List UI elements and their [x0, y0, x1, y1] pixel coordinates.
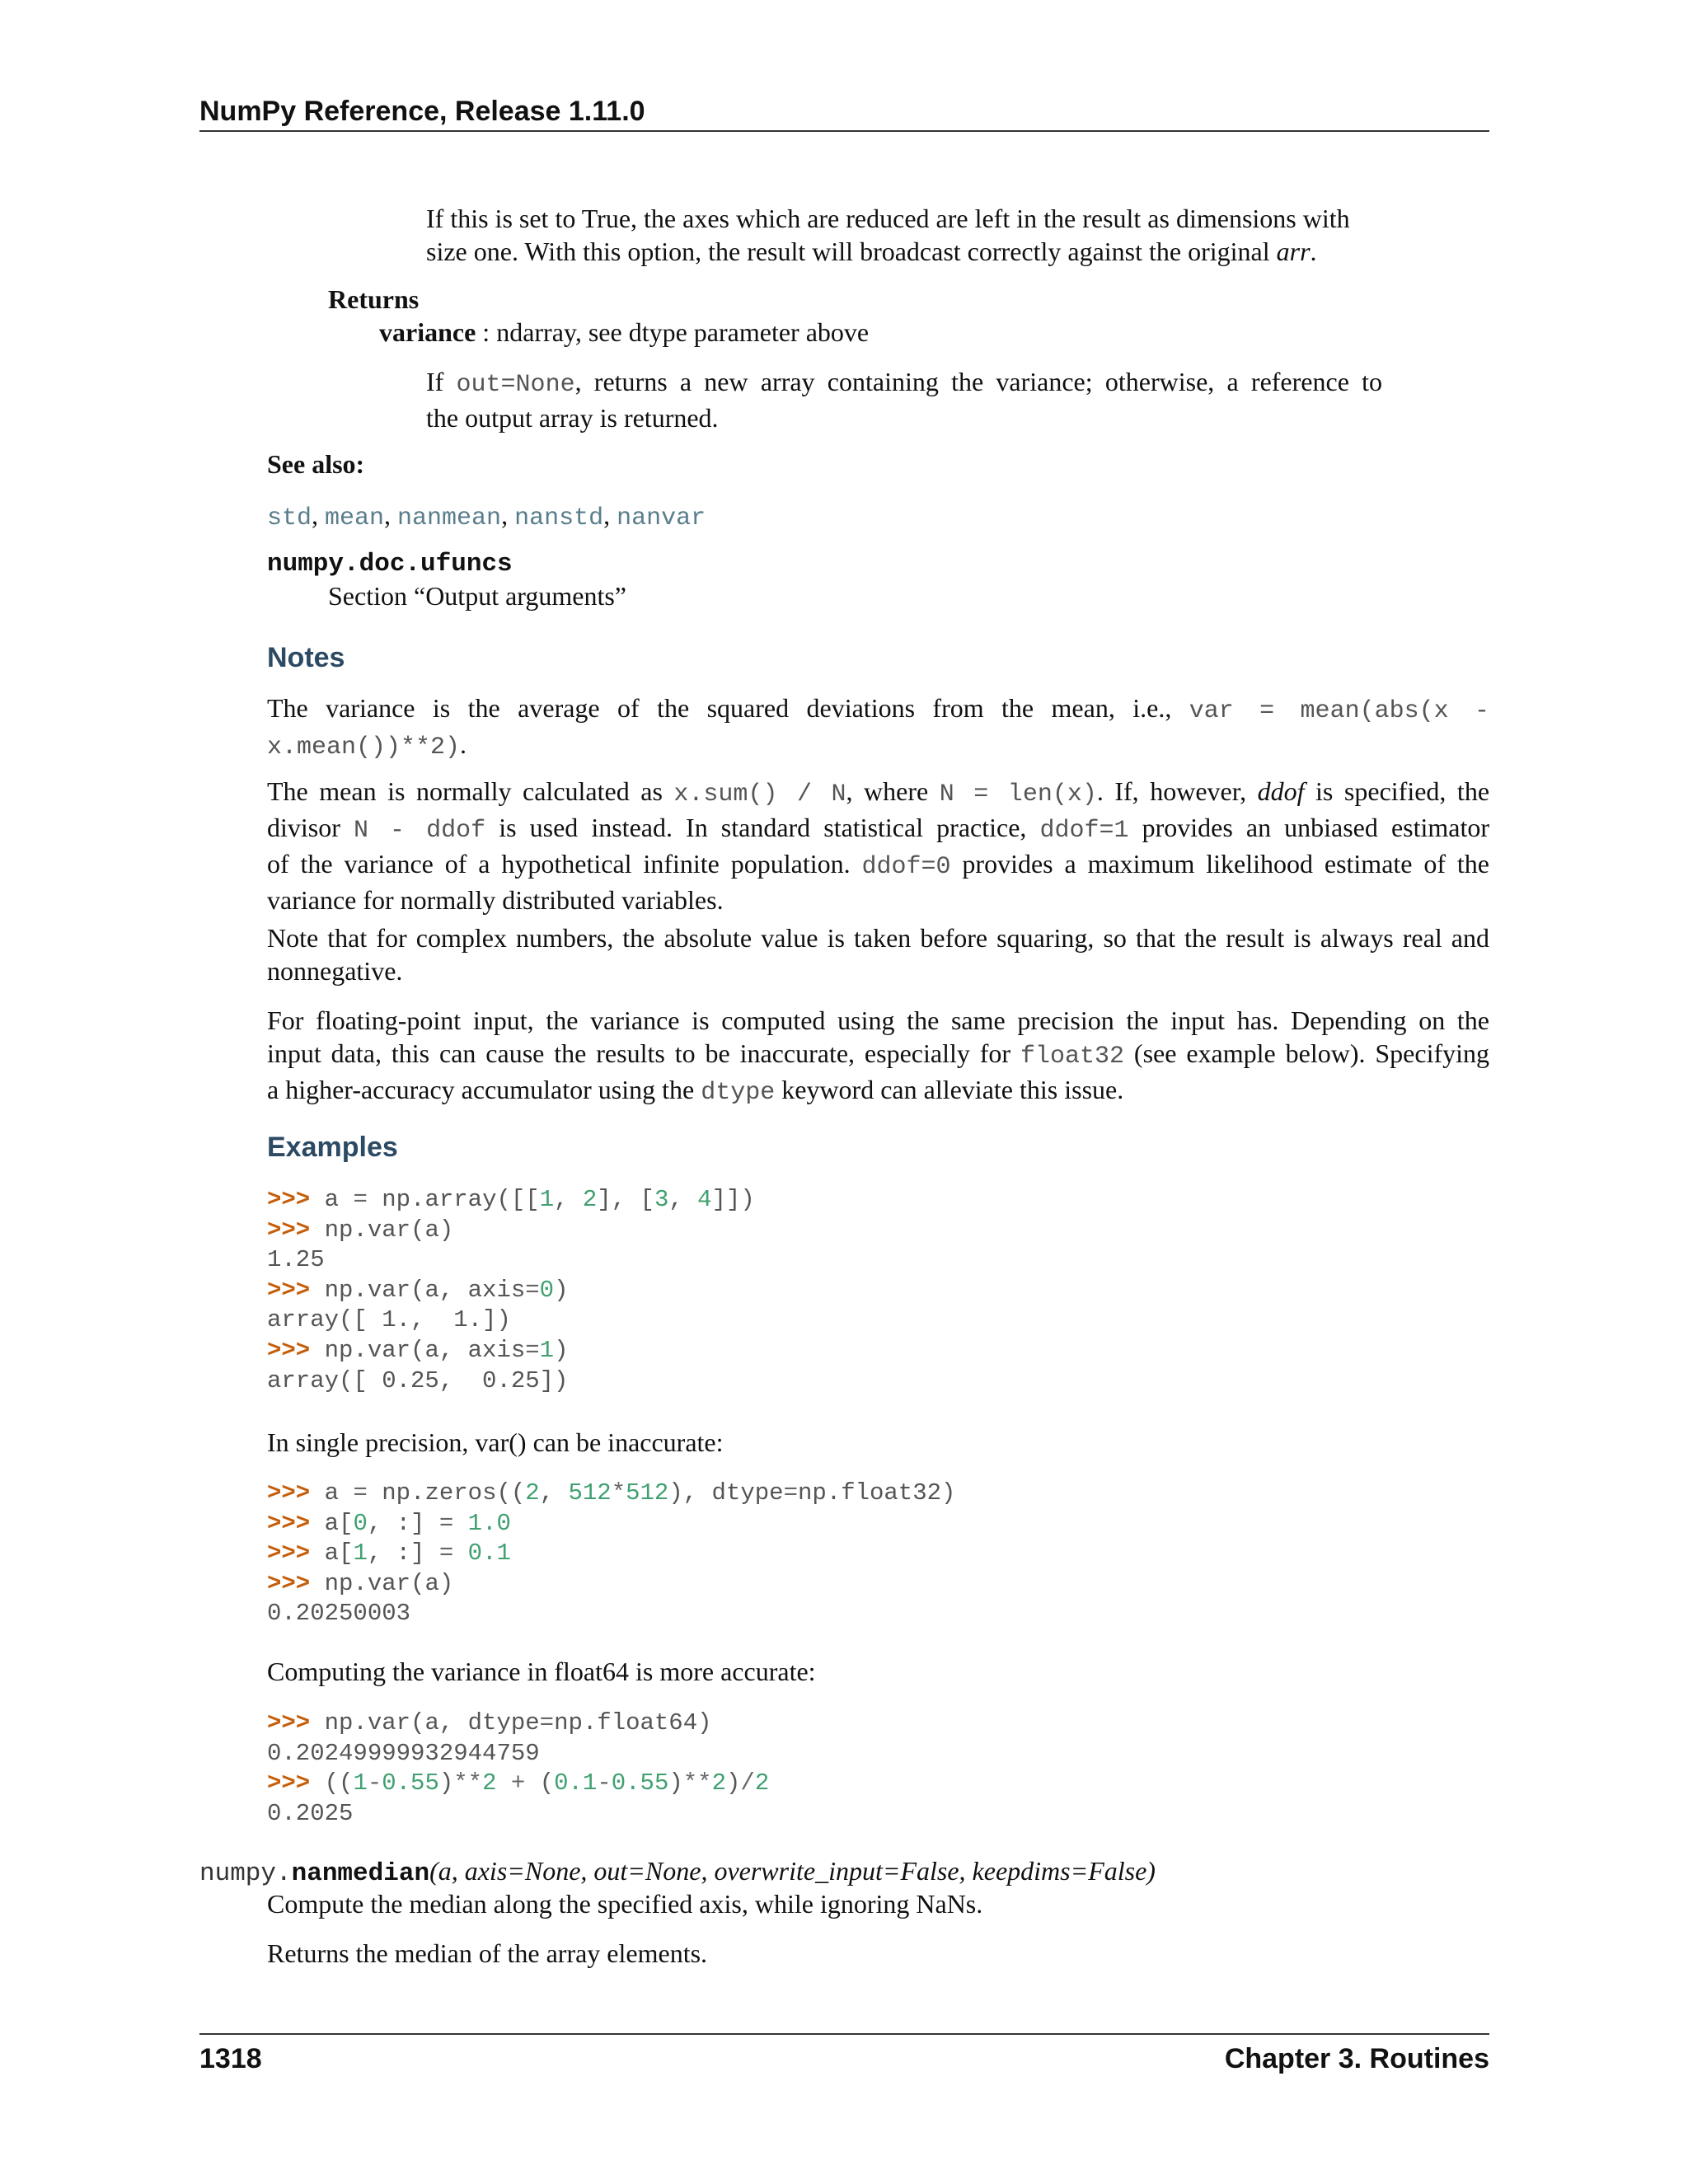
link-mean[interactable]: mean	[325, 504, 385, 532]
running-title: NumPy Reference, Release 1.11.0	[199, 96, 645, 127]
nanmedian-signature	[199, 1854, 1156, 1891]
code-line: >>> a = np.zeros((2, 512*512), dtype=np.float32)	[267, 1479, 956, 1507]
notes-paragraph-1: The variance is the average of the squared deviations from the mean, i.e., var = mean(abs(x - x.mean())**2).	[267, 693, 1489, 762]
notes-heading: Notes	[267, 642, 345, 673]
keepdims-description	[426, 202, 1382, 268]
notes-paragraph-3: Note that for complex numbers, the absolute value is taken before squaring, so that the result is always real and nonnegative.	[267, 923, 1489, 986]
link-nanmean[interactable]: nanmean	[397, 504, 502, 532]
chapter-title: Chapter 3. Routines	[1224, 2043, 1489, 2074]
code-block-2	[267, 1479, 955, 1629]
code-block-3	[267, 1708, 769, 1829]
signature-module: numpy.	[199, 1859, 292, 1888]
returns-description: If out=None, returns a new array containing the variance; otherwise, a reference to the output array is returned.	[426, 367, 1383, 433]
nanmedian-description: Compute the median along the specified axis, while ignoring NaNs.	[267, 1889, 983, 1919]
code-line: >>> a[1, :] = 0.1	[267, 1540, 511, 1568]
notes-paragraph-4: For floating-point input, the variance is computed using the same precision the input has. Depending on the input data, this can cause the results to be inaccurate, especially for float32 (see example below). Specifying a higher-accuracy accumulator using the dtype keyword can alleviate this issue.	[267, 1005, 1490, 1107]
signature-params: (a, axis=None, out=None, overwrite_input=False, keepdims=False)	[429, 1856, 1156, 1886]
keepdims-line2: size one. With this option, the result will broadcast correctly against the original arr.	[426, 237, 1317, 266]
ufuncs-name: numpy.doc.ufuncs	[267, 550, 513, 579]
see-also-links: std, mean, nanmean, nanstd, nanvar	[267, 500, 706, 532]
code-line: >>> a = np.array([[1, 2], [3, 4]])	[267, 1186, 755, 1213]
notes-paragraph-2: The mean is normally calculated as x.sum() / N, where N = len(x). If, however, ddof is specified, the divisor N - ddof is used instead. In standard statistical practice, ddof=1 provides an unbiased estimator of the variance of a hypothetical infinite population. ddof=0 provides a maximum likelihood estimate of the variance for normally distributed variables.	[267, 776, 1490, 915]
signature-name: nanmedian	[291, 1859, 430, 1888]
returns-name: variance	[379, 317, 476, 347]
returns-type: : ndarray, see dtype parameter above	[476, 317, 870, 347]
header-rule	[199, 130, 1489, 132]
code-block-1	[267, 1185, 755, 1396]
code-line: >>> np.var(a, dtype=np.float64)	[267, 1709, 712, 1736]
code-output: 0.2025	[267, 1799, 354, 1827]
code-output: array([ 0.25, 0.25])	[267, 1366, 569, 1394]
code-line: >>> np.var(a, axis=1)	[267, 1336, 569, 1364]
returns-heading: Returns	[328, 284, 420, 314]
code-line: >>> np.var(a)	[267, 1569, 454, 1597]
code-line: >>> np.var(a, axis=0)	[267, 1276, 569, 1304]
footer-rule	[199, 2033, 1489, 2035]
link-nanvar[interactable]: nanvar	[617, 504, 706, 532]
code-output: 1.25	[267, 1246, 325, 1274]
code-output: 0.20250003	[267, 1600, 411, 1628]
code-output: 0.20249999932944759	[267, 1739, 540, 1767]
see-also-heading: See also:	[267, 449, 365, 479]
code-line: >>> a[0, :] = 1.0	[267, 1509, 511, 1537]
keepdims-line1: If this is set to True, the axes which are reduced are left in the result as dimensions with	[426, 204, 1350, 233]
nanmedian-returns: Returns the median of the array elements.	[267, 1938, 708, 1968]
page-number: 1318	[199, 2043, 262, 2074]
ufuncs-description: Section “Output arguments”	[328, 581, 626, 611]
single-precision-text: In single precision, var() can be inaccurate:	[267, 1427, 724, 1457]
float64-text: Computing the variance in float64 is more accurate:	[267, 1657, 816, 1686]
code-line: >>> np.var(a)	[267, 1216, 454, 1244]
examples-heading: Examples	[267, 1132, 398, 1163]
code-line: >>> ((1-0.55)**2 + (0.1-0.55)**2)/2	[267, 1769, 770, 1797]
code-output: array([ 1., 1.])	[267, 1306, 511, 1334]
returns-variance	[379, 316, 869, 349]
link-nanstd[interactable]: nanstd	[514, 504, 604, 532]
link-std[interactable]: std	[267, 504, 312, 532]
